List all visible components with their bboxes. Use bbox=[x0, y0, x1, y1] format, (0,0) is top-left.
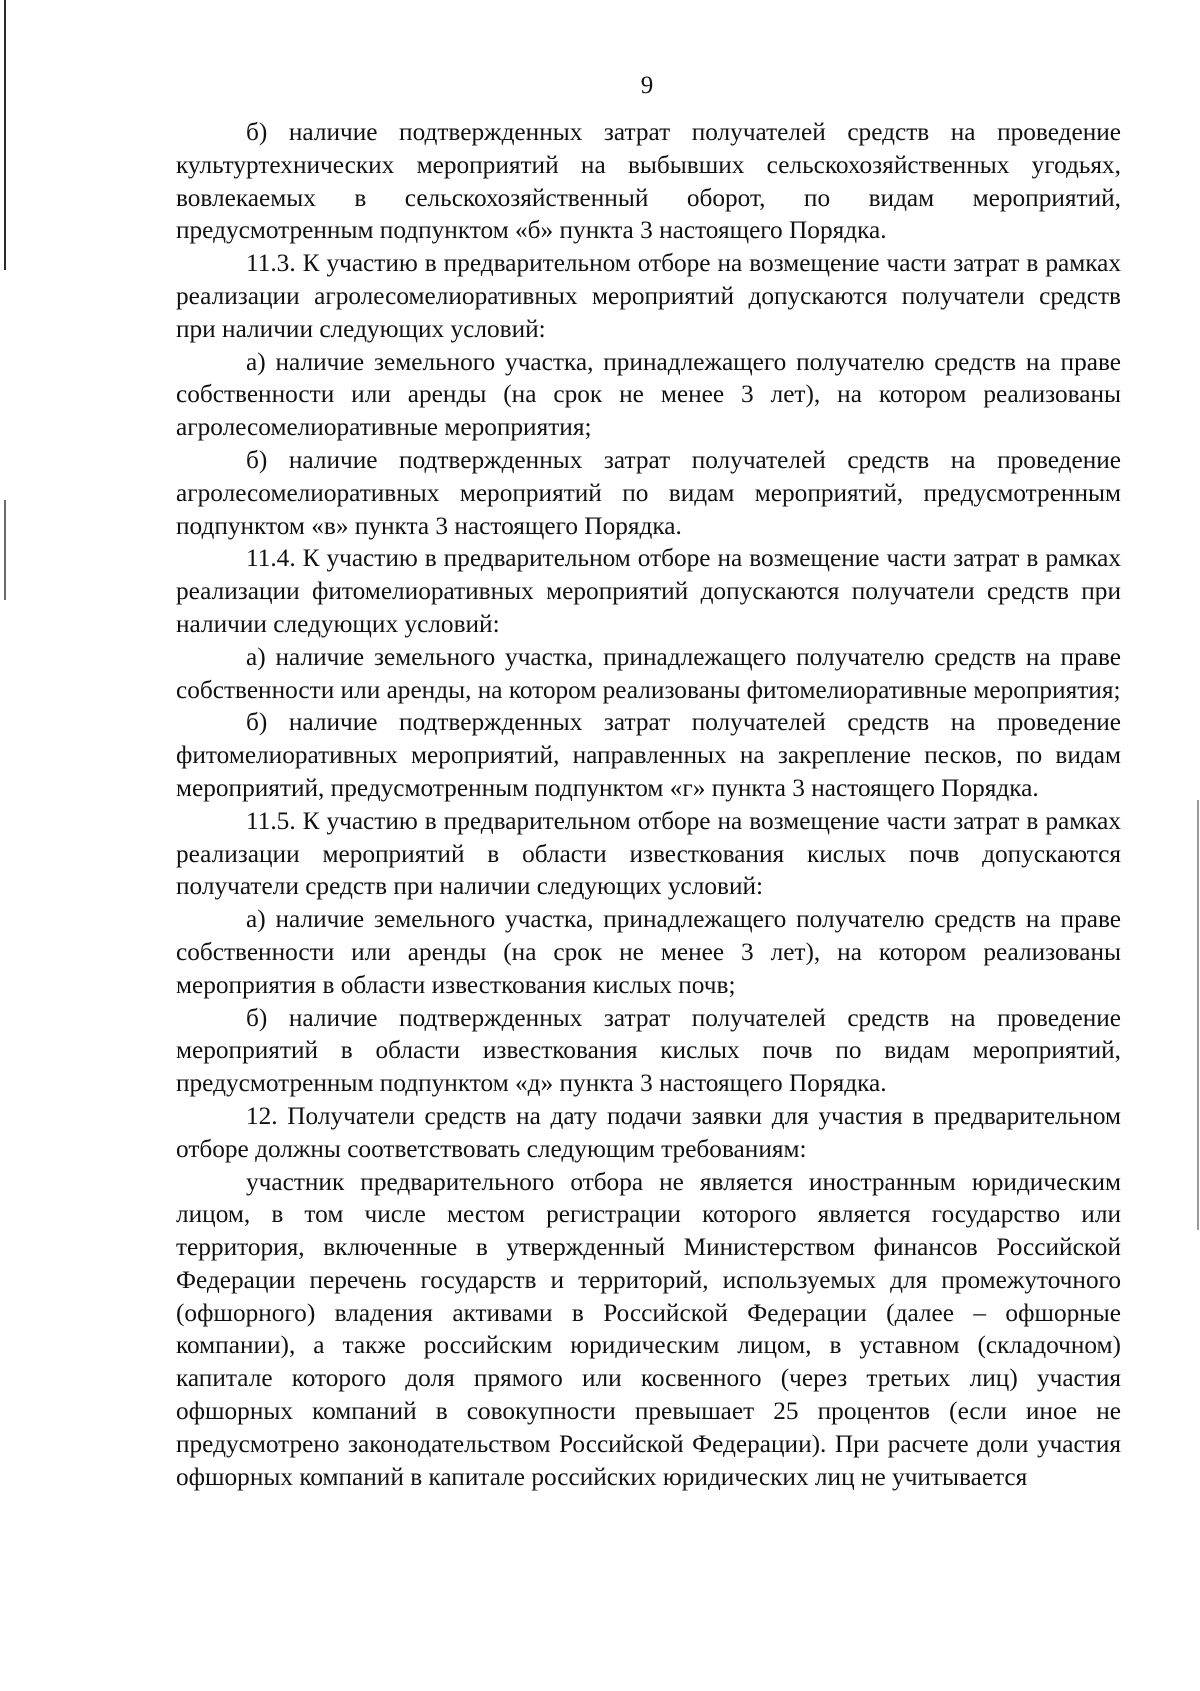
paragraph-11-5-b-costs: б) наличие подтвержденных затрат получателей средств на проведение мероприятий в области известкования кислых почв по видам мероприятий, предусмотренным подпунктом «д» пункта 3 настоящего Порядка. bbox=[176, 1003, 1121, 1098]
paragraph-11-4-phytomelioration: 11.4. К участию в предварительном отборе на возмещение части затрат в рамках реализации фитомелиоративных мероприятий допускаются получатели средств при наличии следующих условий: bbox=[176, 544, 1121, 638]
paragraph-11-3-a-land-plot: а) наличие земельного участка, принадлежащего получателю средств на праве собственности или аренды (на срок не менее 3 лет), на котором реализованы агролесомелиоративные мероприятия; bbox=[176, 347, 1121, 442]
paragraph-11-4-b-costs: б) наличие подтвержденных затрат получателей средств на проведение фитомелиоративных мероприятий, направленных на закрепление песков, по видам мероприятий, предусмотренным подпунктом «г» пункта 3 настоящего Порядка. bbox=[176, 708, 1121, 802]
document-body bbox=[176, 116, 1121, 1493]
scan-edge-mark bbox=[4, 500, 6, 600]
paragraph-11-5-liming: 11.5. К участию в предварительном отборе на возмещение части затрат в рамках реализации мероприятий в области известкования кислых почв допускаются получатели средств при наличии следующих условий: bbox=[176, 806, 1121, 901]
paragraph-1b-cultural-technical-costs: б) наличие подтвержденных затрат получателей средств на проведение культуртехнических мероприятий на выбывших сельскохозяйственных угодьях, вовлекаемых в сельскохозяйственный оборот, по видам мероприятий, предусмотренным подпунктом «б» пункта 3 настоящего Порядка. bbox=[176, 118, 1121, 245]
paragraph-11-5-a-land-plot: а) наличие земельного участка, принадлежащего получателю средств на праве собственности или аренды (на срок не менее 3 лет), на котором реализованы мероприятия в области известкования кислых почв; bbox=[176, 905, 1121, 999]
paragraph-11-4-a-land-plot: а) наличие земельного участка, принадлежащего получателю средств на праве собственности или аренды, на котором реализованы фитомелиоративные мероприятия; bbox=[176, 642, 1121, 704]
paragraph-11-3-b-costs: б) наличие подтвержденных затрат получателей средств на проведение агролесомелиоративных мероприятий по видам мероприятий, предусмотренным подпунктом «в» пункта 3 настоящего Порядка. bbox=[176, 445, 1121, 540]
paragraph-12-offshore-requirement: участник предварительного отбора не является иностранным юридическим лицом, в том числе местом регистрации которого является государство или территория, включенные в утвержденный Министерством финансов Российской Федерации перечень государств и территорий, используемых для промежуточного (офшорного) владения активами в Российской Федерации (далее – офшорные компании), а также российским юридическим лицом, в уставном (складочном) капитале которого доля прямого или косвенного (через третьих лиц) участия офшорных компаний в совокупности превышает 25 процентов (если иное не предусмотрено законодательством Российской Федерации). При расчете доли участия офшорных компаний в капитале российских юридических лиц не учитывается bbox=[176, 1167, 1121, 1491]
scan-edge-mark bbox=[4, 0, 6, 270]
page-number: 9 bbox=[640, 72, 654, 99]
paragraph-12-requirements: 12. Получатели средств на дату подачи заявки для участия в предварительном отборе должны соответствовать следующим требованиям: bbox=[176, 1101, 1121, 1163]
scan-edge-mark bbox=[1197, 800, 1199, 1230]
paragraph-11-3-agroforestry: 11.3. К участию в предварительном отборе на возмещение части затрат в рамках реализации агролесомелиоративных мероприятий допускаются получатели средств при наличии следующих условий: bbox=[176, 249, 1121, 343]
